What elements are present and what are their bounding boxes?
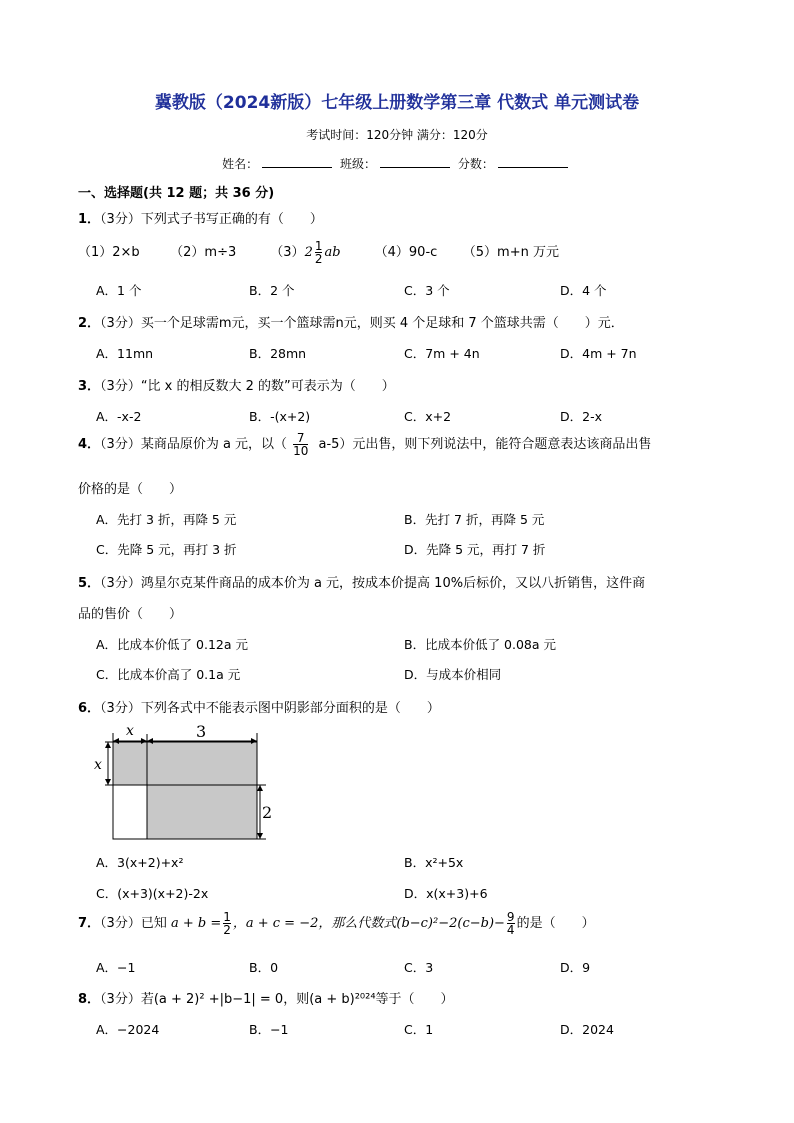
question-1-items	[78, 240, 559, 265]
fraction	[293, 432, 308, 457]
fraction-2	[507, 911, 515, 936]
question-number: 3．	[78, 379, 101, 394]
option-d[interactable]: D．x(x+3)+6	[404, 886, 488, 901]
fraction-denominator: 10	[293, 444, 309, 458]
item-3-label: （3）	[270, 245, 305, 260]
fraction-numerator: 1	[223, 910, 231, 924]
item-2: （2）m÷3	[170, 245, 237, 260]
option-b[interactable]: B．-(x+2)	[249, 409, 311, 424]
label-x-left: x	[94, 757, 102, 773]
question-2	[78, 312, 624, 331]
class-label: 班级：	[339, 157, 376, 171]
question-3	[78, 375, 395, 394]
arrow-icon	[257, 785, 263, 791]
option-c[interactable]: C．7m + 4n	[404, 346, 480, 361]
class-blank[interactable]	[380, 155, 450, 168]
score-blank[interactable]	[498, 155, 568, 168]
question-8	[78, 988, 454, 1007]
fraction-numerator: 1	[314, 239, 323, 253]
option-d[interactable]: D．与成本价相同	[404, 667, 502, 682]
option-d[interactable]: D．先降 5 元，再打 7 折	[404, 542, 546, 557]
question-text-a: （3分）已知	[100, 916, 171, 931]
option-c[interactable]: C．3 个	[404, 283, 450, 298]
question-4-cont: 价格的是（ ）	[78, 482, 183, 497]
option-b[interactable]: B．先打 7 折，再降 5 元	[404, 512, 545, 527]
question-text: （3分）下列各式中不能表示图中阴影部分面积的是（ ）	[100, 701, 440, 716]
label-3: 3	[196, 722, 207, 741]
question-4	[78, 432, 651, 457]
name-blank[interactable]	[262, 155, 332, 168]
shaded-top	[113, 742, 257, 785]
option-c[interactable]: C．3	[404, 960, 434, 975]
question-7	[78, 911, 595, 936]
fraction-denominator: 2	[223, 923, 231, 937]
question-text-b: a-5）元出售，则下列说法中，能符合题意表达该商品出售	[314, 437, 652, 452]
question-text: （3分）若(a + 2)² +|b−1| = 0，则(a + b)²⁰²⁴等于（ ）	[100, 992, 454, 1007]
question-5	[78, 572, 645, 591]
option-d[interactable]: D．9	[560, 960, 591, 975]
option-d[interactable]: D．4 个	[560, 283, 607, 298]
option-c[interactable]: C．比成本价高了 0.1a 元	[96, 667, 241, 682]
question-text: （3分）买一个足球需m元，买一个篮球需n元，则买 4 个足球和 7 个篮球共需（ ）元．	[100, 316, 624, 331]
arrow-icon	[105, 742, 111, 748]
option-b[interactable]: B．2 个	[249, 283, 295, 298]
section-heading: 一、选择题(共 12 题；共 36 分)	[78, 186, 275, 201]
question-1	[78, 208, 323, 227]
fraction-denominator: 4	[506, 923, 515, 937]
option-b[interactable]: B．x²+5x	[404, 855, 464, 870]
question-number: 8．	[78, 992, 101, 1007]
question-number: 4．	[78, 437, 101, 452]
question-number: 1．	[78, 212, 101, 227]
item-5: （5）m+n 万元	[462, 245, 559, 260]
equation-2: ，a + c = −2，那么代数式(b−c)²−2(c−b)−	[232, 916, 505, 931]
option-a[interactable]: A．11mn	[96, 346, 154, 361]
mixed-fraction	[315, 240, 323, 265]
option-d[interactable]: D．2024	[560, 1022, 614, 1037]
option-a[interactable]: A．1 个	[96, 283, 142, 298]
question-number: 5．	[78, 576, 101, 591]
option-d[interactable]: D．2-x	[560, 409, 602, 424]
option-a[interactable]: A．−2024	[96, 1022, 160, 1037]
shaded-bottom-right	[147, 785, 257, 839]
question-text-a: （3分）某商品原价为 a 元，以（	[100, 437, 288, 452]
arrow-icon	[257, 833, 263, 839]
option-c[interactable]: C．1	[404, 1022, 434, 1037]
label-2: 2	[262, 803, 273, 822]
option-b[interactable]: B．28mn	[249, 346, 307, 361]
question-5-cont: 品的售价（ ）	[78, 607, 183, 622]
student-info-line	[0, 155, 794, 172]
arrow-icon	[105, 779, 111, 785]
option-b[interactable]: B．−1	[249, 1022, 289, 1037]
option-c[interactable]: C．x+2	[404, 409, 452, 424]
question-text: （3分）鸿星尔克某件商品的成本价为 a 元，按成本价提高 10%后标价，又以八折销售，这件商	[100, 576, 646, 591]
question-number: 7．	[78, 916, 101, 931]
option-d[interactable]: D．4m + 7n	[560, 346, 637, 361]
question-text-b: 的是（ ）	[516, 916, 595, 931]
option-a[interactable]: A．3(x+2)+x²	[96, 855, 184, 870]
page-title: 冀教版（2024新版）七年级上册数学第三章 代数式 单元测试卷	[154, 93, 640, 113]
mixed-whole: 2	[304, 245, 313, 260]
option-c[interactable]: C．(x+3)(x+2)-2x	[96, 886, 209, 901]
option-c[interactable]: C．先降 5 元，再打 3 折	[96, 542, 237, 557]
option-a[interactable]: A．−1	[96, 960, 136, 975]
item-4: （4）90-c	[374, 245, 438, 260]
option-b[interactable]: B．0	[249, 960, 279, 975]
equation-1: a + b =	[170, 916, 222, 931]
question-text: （3分）“比 x 的相反数大 2 的数”可表示为（ ）	[100, 379, 395, 394]
question-6	[78, 697, 440, 716]
name-label: 姓名：	[222, 157, 259, 171]
label-x-top: x	[126, 723, 134, 739]
option-b[interactable]: B．比成本价低了 0.08a 元	[404, 637, 557, 652]
area-figure	[94, 722, 274, 842]
item-1: （1）2×b	[78, 245, 140, 260]
option-a[interactable]: A．先打 3 折，再降 5 元	[96, 512, 237, 527]
item-3-var: ab	[324, 245, 341, 260]
question-text: （3分）下列式子书写正确的有（ ）	[100, 212, 323, 227]
fraction-numerator: 9	[506, 910, 515, 924]
score-label: 分数：	[457, 157, 494, 171]
fraction-numerator: 7	[296, 431, 305, 445]
option-a[interactable]: A．比成本价低了 0.12a 元	[96, 637, 248, 652]
option-a[interactable]: A．-x-2	[96, 409, 142, 424]
question-number: 2．	[78, 316, 101, 331]
question-number: 6．	[78, 701, 101, 716]
fraction-denominator: 2	[314, 252, 323, 266]
exam-info: 考试时间：120分钟 满分：120分	[306, 128, 488, 142]
fraction-1	[223, 911, 231, 936]
